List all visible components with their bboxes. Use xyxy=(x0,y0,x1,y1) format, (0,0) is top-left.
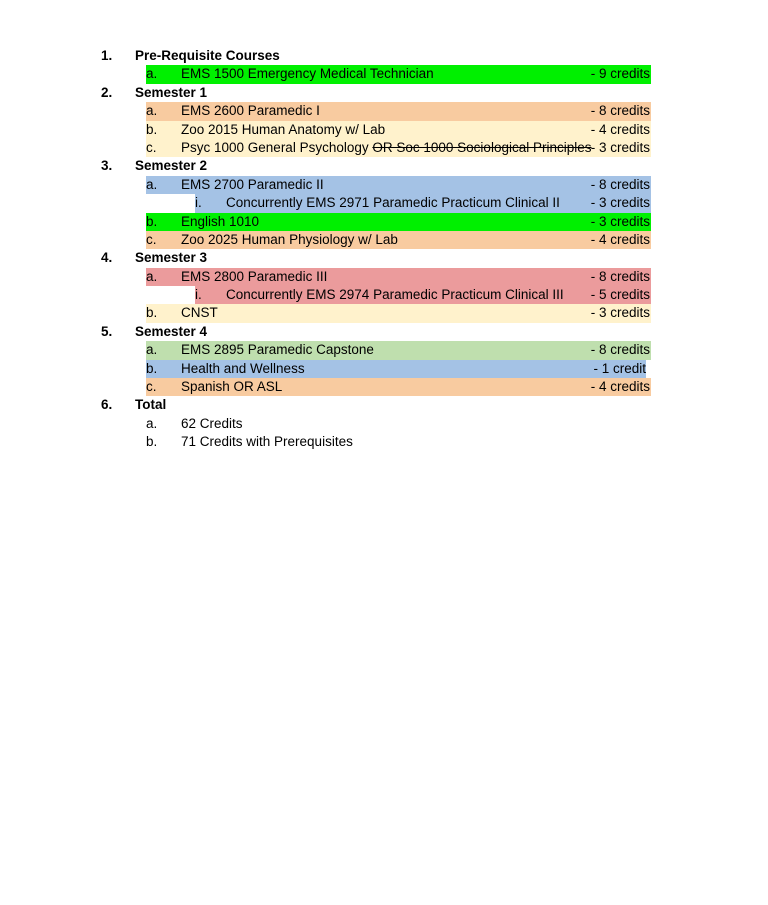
course-credits: - 3 credits xyxy=(590,139,650,155)
course-name: Zoo 2015 Human Anatomy w/ Lab xyxy=(181,121,386,137)
section-heading xyxy=(0,84,768,102)
course-outline xyxy=(0,47,768,452)
item-letter: a. xyxy=(146,342,158,358)
course-credits: - 4 credits xyxy=(590,121,650,137)
item-letter: a. xyxy=(146,103,158,119)
item-letter: a. xyxy=(146,66,158,82)
section-title: Semester 3 xyxy=(135,250,208,266)
item-letter: c. xyxy=(146,231,157,247)
course-name: Concurrently EMS 2974 Paramedic Practicum Clinical III xyxy=(226,287,564,303)
section-title: Pre-Requisite Courses xyxy=(135,48,280,63)
section-title: Semester 4 xyxy=(135,323,208,339)
section-number: 1. xyxy=(101,48,113,63)
course-credits: - 1 credit xyxy=(593,360,646,376)
course-credits: - 8 credits xyxy=(590,342,650,358)
item-roman: i. xyxy=(195,195,202,211)
item-roman: i. xyxy=(195,287,202,303)
item-letter: b. xyxy=(146,121,158,137)
struck-alternative: OR Soc 1000 Sociological Principles xyxy=(372,139,592,155)
section-heading xyxy=(0,323,768,341)
course-row xyxy=(0,176,768,194)
item-letter: b. xyxy=(146,305,158,321)
course-name: EMS 2600 Paramedic I xyxy=(181,103,320,119)
course-row xyxy=(0,65,768,83)
course-name: EMS 2800 Paramedic III xyxy=(181,268,328,284)
section-number: 6. xyxy=(101,397,113,413)
item-letter: c. xyxy=(146,379,157,395)
item-letter: a. xyxy=(146,268,158,284)
course-credits: - 4 credits xyxy=(590,231,650,247)
highlight xyxy=(146,304,651,322)
section-heading xyxy=(0,157,768,175)
item-letter: b. xyxy=(146,360,158,376)
course-name-with-strike xyxy=(181,139,592,157)
course-credits: - 5 credits xyxy=(590,287,650,303)
course-name: Spanish OR ASL xyxy=(181,379,283,395)
course-credits: - 3 credits xyxy=(590,213,650,229)
section-heading xyxy=(0,396,768,414)
course-name: Psyc 1000 General Psychology xyxy=(181,139,369,155)
course-credits: - 8 credits xyxy=(590,176,650,192)
course-row xyxy=(0,213,768,231)
total-row xyxy=(0,415,768,433)
course-credits: - 3 credits xyxy=(590,305,650,321)
item-letter: b. xyxy=(146,434,158,450)
course-name: CNST xyxy=(181,305,218,321)
course-subrow xyxy=(0,286,768,304)
course-credits: - 8 credits xyxy=(590,103,650,119)
course-credits: - 3 credits xyxy=(590,195,650,211)
course-credits: - 4 credits xyxy=(590,379,650,395)
course-row xyxy=(0,121,768,139)
section-number: 4. xyxy=(101,250,113,266)
total-value: 62 Credits xyxy=(181,415,243,431)
item-letter: a. xyxy=(146,176,158,192)
section-title: Semester 1 xyxy=(135,84,208,100)
item-letter: c. xyxy=(146,139,157,155)
course-name: EMS 2895 Paramedic Capstone xyxy=(181,342,374,358)
section-number: 2. xyxy=(101,84,113,100)
item-letter: b. xyxy=(146,213,158,229)
course-credits: - 8 credits xyxy=(590,268,650,284)
course-row xyxy=(0,360,768,378)
course-subrow xyxy=(0,194,768,212)
course-name: English 1010 xyxy=(181,213,260,229)
course-name: EMS 1500 Emergency Medical Technician xyxy=(181,66,434,82)
section-heading xyxy=(0,47,768,65)
course-name: Zoo 2025 Human Physiology w/ Lab xyxy=(181,231,398,247)
course-name: EMS 2700 Paramedic II xyxy=(181,176,324,192)
course-row xyxy=(0,378,768,396)
course-name: Concurrently EMS 2971 Paramedic Practicum Clinical II xyxy=(226,195,560,211)
section-title: Semester 2 xyxy=(135,158,208,174)
course-row xyxy=(0,304,768,322)
course-row xyxy=(0,268,768,286)
course-name: Health and Wellness xyxy=(181,360,305,376)
course-row xyxy=(0,102,768,120)
total-value: 71 Credits with Prerequisites xyxy=(181,434,353,450)
course-row xyxy=(0,139,768,157)
section-heading xyxy=(0,249,768,267)
course-row xyxy=(0,231,768,249)
section-number: 5. xyxy=(101,323,113,339)
section-title: Total xyxy=(135,397,167,413)
course-row xyxy=(0,341,768,359)
course-credits: - 9 credits xyxy=(590,66,650,82)
item-letter: a. xyxy=(146,415,158,431)
total-row xyxy=(0,433,768,451)
section-number: 3. xyxy=(101,158,113,174)
